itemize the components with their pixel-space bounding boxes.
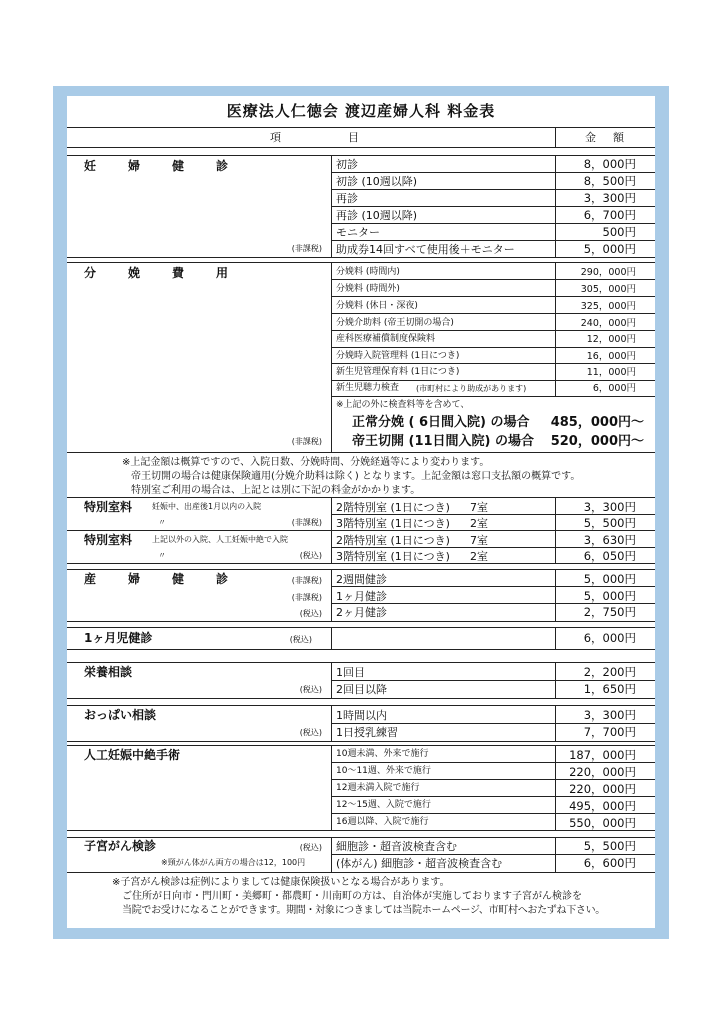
tax-tag: (税込) xyxy=(289,635,312,644)
row-rule xyxy=(331,813,655,814)
row-rule xyxy=(331,396,655,397)
row-rule xyxy=(331,240,655,241)
delivery-note: 帝王切開の場合は健康保険適用(分娩介助料は除く) となります。上記金額は窓口支払額の概算です。 xyxy=(131,471,581,482)
cervical-cancer-label: 子宮がん検診 xyxy=(84,839,157,853)
row-rule xyxy=(331,514,655,515)
divider xyxy=(331,569,332,621)
tax-tag: (非課税) xyxy=(291,518,322,527)
section-rule xyxy=(67,262,655,263)
delivery-note: ※上記金額は概算ですので、入院日数、分娩時間、分娩経過等により変わります。 xyxy=(122,457,490,468)
section-rule xyxy=(67,741,655,742)
room-count: 7室 xyxy=(470,501,488,514)
fee-price: 6，000円 xyxy=(583,631,636,645)
section-rule xyxy=(67,698,655,699)
fee-item: 分娩時入院管理料 (1日につき) xyxy=(336,351,460,361)
tax-tag: (税込) xyxy=(299,609,322,618)
row-rule xyxy=(331,206,655,207)
normal-delivery-item: 正常分娩 ( 6日間入院) の場合 xyxy=(352,415,530,430)
row-rule xyxy=(331,762,655,763)
row-rule xyxy=(331,330,655,331)
fee-item: 1ヶ月健診 xyxy=(336,590,387,603)
special-room-condition: 〃 xyxy=(158,518,166,527)
section-rule xyxy=(67,872,655,873)
cesarean-price: 520，000円〜 xyxy=(550,434,644,449)
fee-price: 500円 xyxy=(602,225,636,239)
section-rule xyxy=(67,530,655,531)
fee-price: 5，500円 xyxy=(583,516,636,530)
fee-item: 2ヶ月健診 xyxy=(336,606,387,619)
section-rule xyxy=(67,497,655,498)
fee-item: 2回目以降 xyxy=(336,683,387,696)
fee-item: 新生児管理保育料 (1日につき) xyxy=(336,367,460,377)
fee-price: 3，300円 xyxy=(583,500,636,514)
row-rule xyxy=(331,586,655,587)
header-divider xyxy=(555,127,556,147)
divider xyxy=(331,627,332,649)
fee-price: 6，700円 xyxy=(583,208,636,222)
fee-price: 220，000円 xyxy=(569,782,636,796)
fee-item: 分娩料 (時間外) xyxy=(336,284,400,294)
section-rule xyxy=(67,155,655,156)
fee-price: 8，000円 xyxy=(583,157,636,171)
fee-price: 550，000円 xyxy=(569,816,636,830)
section-rule xyxy=(67,569,655,570)
footer-note: 当院でお受けになることができます。期間・対象につきましては当院ホームページ、市町村へおたずね下さい。 xyxy=(122,905,605,916)
row-rule xyxy=(331,347,655,348)
fee-item: 分娩料 (休日・深夜) xyxy=(336,301,418,311)
fee-price: 3，630円 xyxy=(583,533,636,547)
fee-price: 5，000円 xyxy=(583,242,636,256)
fee-item: 助成券14回すべて使用後＋モニター xyxy=(336,243,515,256)
special-room-label: 特別室料 xyxy=(84,533,133,547)
fee-price: 12，000円 xyxy=(586,334,636,345)
delivery-label: 分 娩 費 用 xyxy=(84,266,239,280)
row-rule xyxy=(331,296,655,297)
row-rule xyxy=(331,680,655,681)
page-title: 医療法人仁徳会 渡辺産婦人科 料金表 xyxy=(226,102,496,120)
fee-price: 290，000円 xyxy=(580,267,636,278)
header-item: 項 目 xyxy=(270,131,361,144)
divider xyxy=(331,745,332,830)
room-count: 2室 xyxy=(470,550,488,563)
row-rule xyxy=(331,189,655,190)
footer-note: ご住所が日向市・門川町・美郷町・都農町・川南町の方は、自治体が実施しております子宮がん検診を xyxy=(122,891,582,902)
header-amount: 金 額 xyxy=(585,131,627,144)
section-rule xyxy=(67,830,655,831)
normal-delivery-price: 485，000円〜 xyxy=(550,415,644,430)
special-room-label: 特別室料 xyxy=(84,500,133,514)
row-rule xyxy=(331,779,655,780)
footer-note: ※子宮がん検診は症例によりましては健康保険扱いとなる場合があります。 xyxy=(112,877,450,888)
fee-price: 5，000円 xyxy=(583,572,636,586)
divider xyxy=(331,262,332,452)
tax-tag: (非課税) xyxy=(291,576,322,585)
fee-item: 細胞診・超音波検査含む xyxy=(336,840,457,853)
fee-item: 1回目 xyxy=(336,666,365,679)
fee-item: 産科医療補償制度保険料 xyxy=(336,334,436,344)
fee-item: 分娩料 (時間内) xyxy=(336,267,400,277)
tax-tag: (非課税) xyxy=(291,593,322,602)
fee-item: 初診 (10週以降) xyxy=(336,175,418,188)
fee-price: 2，200円 xyxy=(583,665,636,679)
room-count: 2室 xyxy=(470,517,488,530)
fee-price: 6，000円 xyxy=(592,383,636,394)
fee-item: (体がん) 細胞診・超音波検査含む xyxy=(336,857,503,870)
fee-price: 305，000円 xyxy=(580,284,636,295)
delivery-extra-note: ※上記の外に検査料等を含めて、 xyxy=(336,400,470,410)
tax-tag: (税込) xyxy=(299,685,322,694)
section-rule xyxy=(67,627,655,628)
fee-price: 7，700円 xyxy=(583,725,636,739)
fee-item: モニター xyxy=(336,226,380,239)
fee-price: 1，650円 xyxy=(583,682,636,696)
section-rule xyxy=(67,745,655,746)
row-rule xyxy=(331,313,655,314)
fee-price: 3，300円 xyxy=(583,708,636,722)
nutrition-label: 栄養相談 xyxy=(84,665,133,679)
section-rule xyxy=(67,563,655,564)
fee-price: 2，750円 xyxy=(583,605,636,619)
cesarean-item: 帝王切開 (11日間入院) の場合 xyxy=(352,434,535,449)
fee-price: 187，000円 xyxy=(569,748,636,762)
postpartum-label: 産 婦 健 診 xyxy=(84,572,239,586)
room-count: 7室 xyxy=(470,534,488,547)
fee-item: 2週間健診 xyxy=(336,573,387,586)
section-rule xyxy=(67,837,655,838)
special-room-condition: 妊娠中、出産後1月以内の入院 xyxy=(152,502,262,511)
fee-price: 5，500円 xyxy=(583,839,636,853)
fee-item: 10週未満、外来で施行 xyxy=(336,749,429,759)
cancer-sub-note: ※頸がん体がん両方の場合は12，100円 xyxy=(161,858,306,867)
section-rule xyxy=(67,705,655,706)
abortion-label: 人工妊娠中絶手術 xyxy=(84,748,181,762)
fee-item: 再診 (10週以降) xyxy=(336,209,418,222)
fee-price: 6，600円 xyxy=(583,856,636,870)
header-bottom-rule xyxy=(67,147,655,148)
tax-tag: (税込) xyxy=(299,551,322,560)
fee-item: 2階特別室 (1日につき) xyxy=(336,534,450,547)
fee-item: 3階特別室 (1日につき) xyxy=(336,517,450,530)
fee-price: 240，000円 xyxy=(580,318,636,329)
tax-tag: (税込) xyxy=(299,728,322,737)
fee-price: 220，000円 xyxy=(569,765,636,779)
section-rule xyxy=(67,662,655,663)
fee-item: 初診 xyxy=(336,158,358,171)
fee-price: 3，300円 xyxy=(583,191,636,205)
header-top-rule xyxy=(67,127,655,128)
row-rule xyxy=(331,854,655,855)
row-rule xyxy=(331,363,655,364)
fee-item: 16週以降、入院で施行 xyxy=(336,817,429,827)
section-rule xyxy=(67,649,655,650)
fee-price: 5，000円 xyxy=(583,589,636,603)
delivery-tax-tag: (非課税) xyxy=(291,437,322,446)
fee-price: 8，500円 xyxy=(583,174,636,188)
breastfeeding-label: おっぱい相談 xyxy=(84,708,157,722)
fee-item: 12〜15週、入院で施行 xyxy=(336,800,431,810)
row-rule xyxy=(331,380,655,381)
fee-item: 10〜11週、外来で施行 xyxy=(336,766,431,776)
row-rule xyxy=(331,547,655,548)
fee-price: 6，050円 xyxy=(583,549,636,563)
fee-item: 2階特別室 (1日につき) xyxy=(336,501,450,514)
fee-item-note: (市町村により助成があります) xyxy=(416,384,527,393)
row-rule xyxy=(331,603,655,604)
fee-item: 12週未満入院で施行 xyxy=(336,783,420,793)
row-rule xyxy=(331,279,655,280)
row-rule xyxy=(331,796,655,797)
row-rule xyxy=(331,723,655,724)
infant-checkup-label: 1ヶ月児健診 xyxy=(84,631,153,645)
fee-price: 495，000円 xyxy=(569,799,636,813)
section-rule xyxy=(67,257,655,258)
row-rule xyxy=(331,223,655,224)
fee-price: 325，000円 xyxy=(580,301,636,312)
fee-item: 再診 xyxy=(336,192,358,205)
section-rule xyxy=(67,621,655,622)
fee-price: 16，000円 xyxy=(586,351,636,362)
fee-price: 11，000円 xyxy=(586,367,636,378)
pregnancy-tax-tag: (非課税) xyxy=(291,244,322,253)
fee-item: 分娩介助料 (帝王切開の場合) xyxy=(336,318,454,328)
special-room-condition: 上記以外の入院、人工妊娠中絶で入院 xyxy=(152,535,288,544)
special-room-condition: 〃 xyxy=(158,551,166,560)
fee-item: 1時間以内 xyxy=(336,709,387,722)
section-rule xyxy=(67,452,655,453)
fee-item: 3階特別室 (1日につき) xyxy=(336,550,450,563)
tax-tag: (税込) xyxy=(299,843,322,852)
pregnancy-label: 妊 婦 健 診 xyxy=(84,159,239,173)
delivery-note: 特別室ご利用の場合は、上記とは別に下記の料金がかかります。 xyxy=(131,485,421,496)
row-rule xyxy=(331,172,655,173)
fee-item: 1日授乳練習 xyxy=(336,726,398,739)
fee-item: 新生児聴力検査 xyxy=(336,383,400,393)
